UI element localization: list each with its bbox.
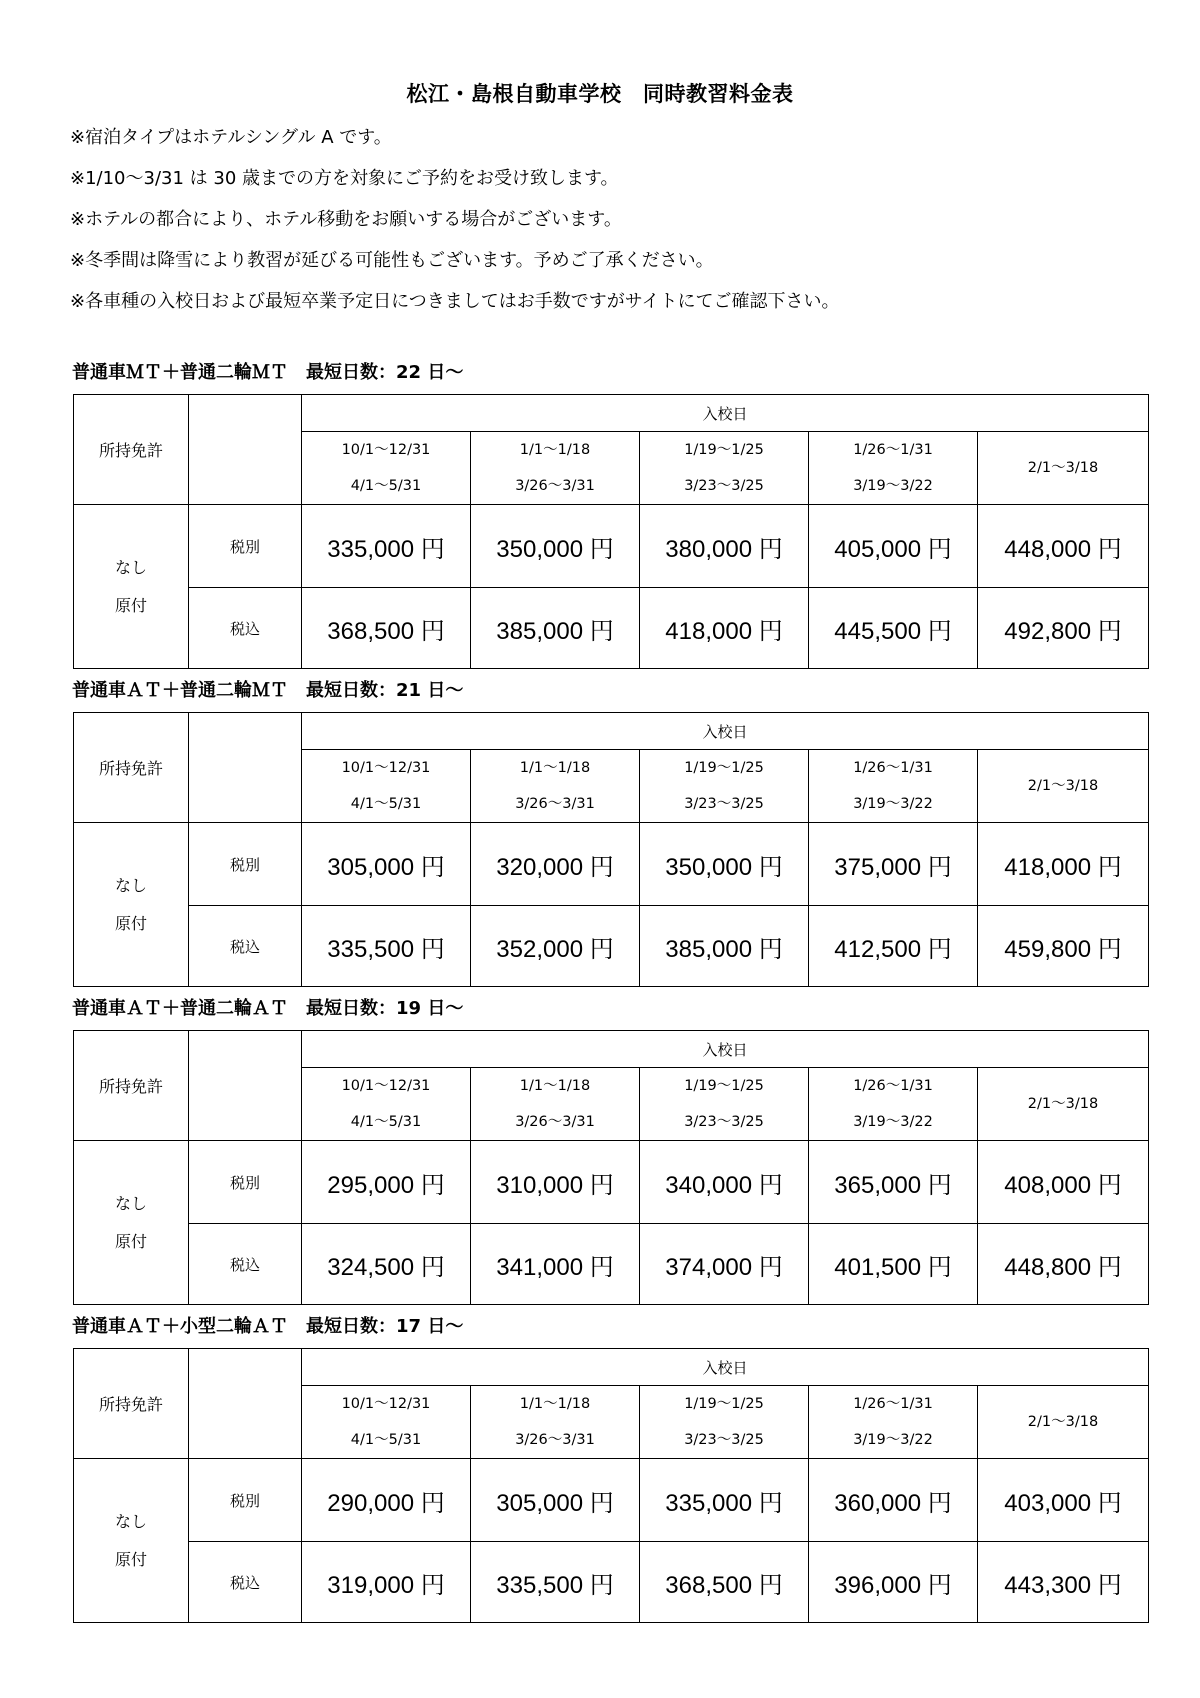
entry-period-5 [978,1386,1149,1459]
price-tax-excluded: 335,000 円 [640,1459,809,1542]
entry-period-5 [978,432,1149,505]
section-heading: 普通車ＡＴ＋小型二輪ＡＴ 最短日数：17 日～ [72,1316,464,1337]
license-none: なし [114,1193,147,1213]
period-line-2: 3/26～3/31 [515,478,595,494]
period-line-2: 3/19～3/22 [853,1114,933,1130]
period-line-2: 3/23～3/25 [684,1432,764,1448]
entry-period-2 [471,432,640,505]
price-tax-included: 341,000 円 [471,1224,640,1305]
tax-included-label: 税込 [189,906,302,987]
price-tax-included: 374,000 円 [640,1224,809,1305]
entry-period-2 [471,750,640,823]
period-line-1: 1/19～1/25 [684,1396,764,1412]
license-none: なし [114,557,147,577]
fee-table [73,394,1149,669]
price-tax-excluded: 335,000 円 [302,505,471,588]
fee-table [73,712,1149,987]
price-tax-included: 459,800 円 [978,906,1149,987]
tax-excluded-label: 税別 [189,1141,302,1224]
license-moped: 原付 [114,1549,147,1569]
price-tax-included: 492,800 円 [978,588,1149,669]
blank-header-cell [189,713,302,823]
price-tax-excluded: 310,000 円 [471,1141,640,1224]
price-tax-excluded: 418,000 円 [978,823,1149,906]
entry-date-header: 入校日 [302,395,1149,432]
price-tax-excluded: 405,000 円 [809,505,978,588]
entry-period-2 [471,1068,640,1141]
period-line-2: 3/23～3/25 [684,478,764,494]
price-tax-excluded: 403,000 円 [978,1459,1149,1542]
page-title: 松江・島根自動車学校 同時教習料金表 [406,82,794,106]
entry-period-3 [640,750,809,823]
entry-period-1 [302,1068,471,1141]
period-line-2: 3/23～3/25 [684,796,764,812]
period-line-1: 1/19～1/25 [684,1078,764,1094]
price-tax-included: 385,000 円 [640,906,809,987]
entry-date-header: 入校日 [302,1349,1149,1386]
period-line-1: 2/1～3/18 [1027,460,1099,476]
notes-list [70,124,839,329]
license-none: なし [114,875,147,895]
period-line-1: 2/1～3/18 [1027,1096,1099,1112]
license-moped: 原付 [114,1231,147,1251]
note-item: ※冬季間は降雪により教習が延びる可能性もございます。予めご了承ください。 [70,250,714,271]
price-tax-excluded: 350,000 円 [640,823,809,906]
period-line-2: 3/26～3/31 [515,1432,595,1448]
entry-period-3 [640,1386,809,1459]
period-line-1: 10/1～12/31 [341,1078,431,1094]
license-value [74,823,189,987]
period-line-2: 3/19～3/22 [853,796,933,812]
period-line-2: 4/1～5/31 [350,1432,422,1448]
price-tax-included: 412,500 円 [809,906,978,987]
period-line-2: 4/1～5/31 [350,478,422,494]
price-tax-included: 368,500 円 [302,588,471,669]
period-line-1: 1/1～1/18 [519,760,591,776]
price-tax-included: 443,300 円 [978,1542,1149,1623]
entry-period-4 [809,1386,978,1459]
license-value [74,1459,189,1623]
entry-period-1 [302,1386,471,1459]
price-tax-included: 401,500 円 [809,1224,978,1305]
price-tax-excluded: 305,000 円 [471,1459,640,1542]
period-line-2: 4/1～5/31 [350,796,422,812]
period-line-2: 3/23～3/25 [684,1114,764,1130]
tax-excluded-label: 税別 [189,505,302,588]
license-header: 所持免許 [74,1031,189,1141]
entry-period-1 [302,750,471,823]
period-line-1: 10/1～12/31 [341,1396,431,1412]
price-tax-excluded: 290,000 円 [302,1459,471,1542]
section-heading: 普通車ＡＴ＋普通二輪ＡＴ 最短日数：19 日～ [72,998,464,1019]
blank-header-cell [189,395,302,505]
period-line-1: 1/1～1/18 [519,1396,591,1412]
period-line-2: 4/1～5/31 [350,1114,422,1130]
period-line-2: 3/19～3/22 [853,1432,933,1448]
note-item: ※1/10～3/31 は 30 歳までの方を対象にご予約をお受け致します。 [70,168,619,189]
fee-table [73,1030,1149,1305]
price-tax-excluded: 408,000 円 [978,1141,1149,1224]
period-line-1: 1/26～1/31 [853,760,933,776]
period-line-1: 1/19～1/25 [684,760,764,776]
tax-excluded-label: 税別 [189,823,302,906]
tax-included-label: 税込 [189,1542,302,1623]
price-tax-included: 418,000 円 [640,588,809,669]
note-item: ※各車種の入校日および最短卒業予定日につきましてはお手数ですがサイトにてご確認下さい。 [70,291,840,312]
license-value [74,1141,189,1305]
price-tax-excluded: 375,000 円 [809,823,978,906]
period-line-2: 3/26～3/31 [515,796,595,812]
price-tax-included: 445,500 円 [809,588,978,669]
entry-period-1 [302,432,471,505]
entry-period-3 [640,1068,809,1141]
entry-period-4 [809,432,978,505]
entry-period-5 [978,1068,1149,1141]
license-header: 所持免許 [74,395,189,505]
period-line-2: 3/26～3/31 [515,1114,595,1130]
fee-table [73,1348,1149,1623]
price-tax-excluded: 340,000 円 [640,1141,809,1224]
license-moped: 原付 [114,913,147,933]
entry-period-3 [640,432,809,505]
price-tax-excluded: 305,000 円 [302,823,471,906]
license-header: 所持免許 [74,713,189,823]
license-header: 所持免許 [74,1349,189,1459]
period-line-1: 1/26～1/31 [853,442,933,458]
price-tax-included: 368,500 円 [640,1542,809,1623]
entry-date-header: 入校日 [302,1031,1149,1068]
period-line-1: 1/1～1/18 [519,442,591,458]
section-heading: 普通車ＡＴ＋普通二輪ＭＴ 最短日数：21 日～ [72,680,464,701]
period-line-1: 1/26～1/31 [853,1078,933,1094]
note-item: ※ホテルの都合により、ホテル移動をお願いする場合がございます。 [70,209,622,230]
entry-period-4 [809,750,978,823]
period-line-1: 10/1～12/31 [341,760,431,776]
price-tax-included: 324,500 円 [302,1224,471,1305]
price-tax-included: 396,000 円 [809,1542,978,1623]
price-tax-included: 352,000 円 [471,906,640,987]
price-tax-included: 335,500 円 [471,1542,640,1623]
license-moped: 原付 [114,595,147,615]
price-tax-included: 319,000 円 [302,1542,471,1623]
entry-period-4 [809,1068,978,1141]
tax-included-label: 税込 [189,1224,302,1305]
tax-excluded-label: 税別 [189,1459,302,1542]
period-line-1: 1/26～1/31 [853,1396,933,1412]
entry-period-5 [978,750,1149,823]
period-line-1: 2/1～3/18 [1027,1414,1099,1430]
entry-period-2 [471,1386,640,1459]
price-tax-excluded: 365,000 円 [809,1141,978,1224]
price-tax-excluded: 295,000 円 [302,1141,471,1224]
note-item: ※宿泊タイプはホテルシングル A です。 [70,127,392,148]
period-line-2: 3/19～3/22 [853,478,933,494]
period-line-1: 10/1～12/31 [341,442,431,458]
license-value [74,505,189,669]
price-tax-included: 448,800 円 [978,1224,1149,1305]
price-tax-excluded: 380,000 円 [640,505,809,588]
blank-header-cell [189,1349,302,1459]
license-none: なし [114,1511,147,1531]
section-heading: 普通車ＭＴ＋普通二輪ＭＴ 最短日数：22 日～ [72,362,464,383]
price-tax-included: 385,000 円 [471,588,640,669]
period-line-1: 1/1～1/18 [519,1078,591,1094]
entry-date-header: 入校日 [302,713,1149,750]
price-tax-excluded: 448,000 円 [978,505,1149,588]
tax-included-label: 税込 [189,588,302,669]
period-line-1: 2/1～3/18 [1027,778,1099,794]
price-tax-excluded: 320,000 円 [471,823,640,906]
price-tax-included: 335,500 円 [302,906,471,987]
price-tax-excluded: 360,000 円 [809,1459,978,1542]
price-tax-excluded: 350,000 円 [471,505,640,588]
period-line-1: 1/19～1/25 [684,442,764,458]
blank-header-cell [189,1031,302,1141]
